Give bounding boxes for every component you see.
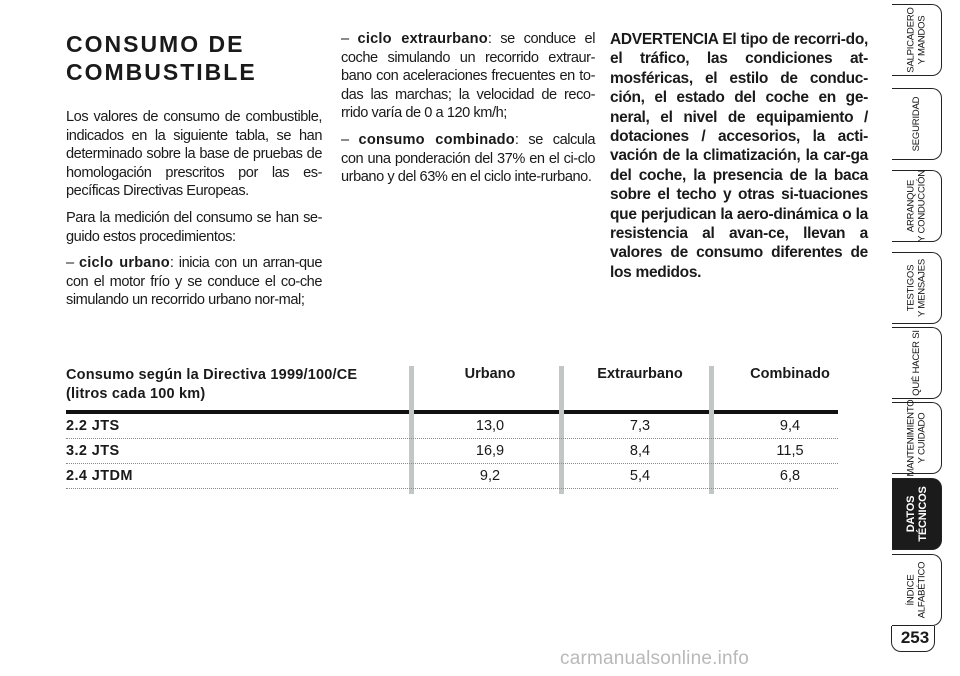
title-line-2: COMBUSTIBLE [66, 59, 257, 85]
extra-urban-value: 8,4 [629, 443, 651, 459]
tab-label: Y MENSAJES [915, 258, 927, 318]
extra-urban-paragraph [341, 30, 595, 123]
tab-label: QUÉ HACER SI [910, 330, 922, 396]
tab-datos-tecnicos[interactable] [892, 478, 942, 550]
table-row [66, 414, 838, 439]
tab-label: ALFABÉTICO [915, 561, 927, 619]
tab-label: SEGURIDAD [910, 96, 922, 152]
combined-text: : se calcula con una ponderación del 37% en el ci-clo urbano y del 63% en el ciclo inte-rurbano. [341, 131, 595, 186]
tab-label: Y CUIDADO [915, 412, 927, 464]
engine-name: 2.4 JTDM [66, 468, 133, 484]
consumption-table [66, 362, 838, 489]
engine-name: 2.2 JTS [66, 418, 120, 434]
extra-urban-value: 5,4 [629, 468, 651, 484]
warning-column [610, 30, 868, 290]
tab-mantenimiento[interactable] [892, 399, 942, 477]
urban-cycle-paragraph [66, 254, 322, 310]
tab-label: DATOS [904, 495, 917, 533]
section-tabs [888, 0, 960, 676]
tab-label: ÍNDICE [905, 574, 916, 606]
urban-value: 9,2 [479, 468, 501, 484]
combined-value: 11,5 [776, 443, 804, 459]
urban-value: 16,9 [475, 443, 505, 459]
tab-testigos[interactable] [892, 252, 942, 324]
urban-cycle-text: : inicia con un arran-que con el motor frío y se conduce el co-che simulando un recorrido urbano nor-mal; [66, 255, 322, 309]
title-line-1: CONSUMO DE [66, 31, 245, 57]
table-caption [66, 366, 357, 404]
table-row [66, 439, 838, 464]
tab-seguridad[interactable] [892, 88, 942, 160]
tab-label: Y MANDOS [915, 15, 927, 65]
caption-line-1: Consumo según la Directiva 1999/100/CE [66, 367, 358, 383]
tab-label: SALPICADERO [905, 7, 916, 73]
extra-urban-value: 7,3 [629, 418, 651, 434]
column-header-urbano: Urbano [464, 366, 516, 382]
urban-cycle-term: ciclo urbano [78, 255, 170, 272]
table-header [66, 362, 838, 414]
intro-paragraph: Los valores de consumo de combustible, indicados en la siguiente tabla, se han determinado sobre la base de pruebas de homologación prescritos por las es-pecíficas Directivas Europeas. [66, 109, 322, 200]
warning-text: ADVERTENCIA El tipo de recorri-do, el tráfico, las condiciones at-mosféricas, el estilo de conduc-ción, el estado del coche en ge-neral, el nivel de equipamiento / dotaciones / accesorios, la acti-vación de la climatización, la car-ga del coche, la presencia de la baca sobre el techo y otras si-tuaciones que perjudican la aero-dinámica o la resistencia al avan-ce, llevan a valores de consumo diferentes de los medidos. [610, 31, 868, 281]
combined-value: 6,8 [779, 468, 801, 484]
tab-indice[interactable] [892, 554, 942, 626]
combined-paragraph [341, 131, 595, 187]
page-number: 253 [900, 628, 930, 647]
procedure-paragraph: Para la medición del consumo se han se-guido estos procedimientos: [66, 209, 322, 245]
tab-que-hacer-si[interactable] [892, 327, 942, 399]
tab-label: ARRANQUE [905, 179, 916, 233]
caption-line-2: (litros cada 100 km) [66, 386, 206, 402]
page-title [66, 30, 322, 86]
column-header-extraurbano: Extraurbano [597, 366, 683, 382]
tab-salpicadero[interactable] [892, 4, 942, 76]
tab-label: TESTIGOS [905, 264, 916, 312]
combined-value: 9,4 [779, 418, 801, 434]
dash: – [341, 31, 349, 47]
column-header-combinado: Combinado [750, 366, 830, 382]
dash: – [66, 255, 74, 272]
combined-term: consumo combinado [358, 131, 515, 148]
intro-column [66, 30, 322, 318]
dash: – [341, 131, 349, 148]
extra-urban-term: ciclo extraurbano [357, 31, 488, 47]
watermark: carmanualsonline.info [560, 648, 750, 669]
engine-name: 3.2 JTS [66, 443, 120, 459]
urban-value: 13,0 [475, 418, 505, 434]
cycles-column [341, 30, 595, 195]
extra-urban-text: : se conduce el coche simulando un recorrido extraur-bano con aceleraciones frecuentes en to-das las marchas; la velocidad de reco-rrido varía de 0 a 120 km/h; [341, 31, 596, 122]
tab-label: Y CONDUCCIÓN [915, 170, 927, 242]
tab-arranque[interactable] [892, 170, 942, 242]
tab-label: MANTENIMIENTO [905, 399, 916, 477]
table-row [66, 464, 838, 489]
tab-label: TÉCNICOS [916, 486, 929, 542]
